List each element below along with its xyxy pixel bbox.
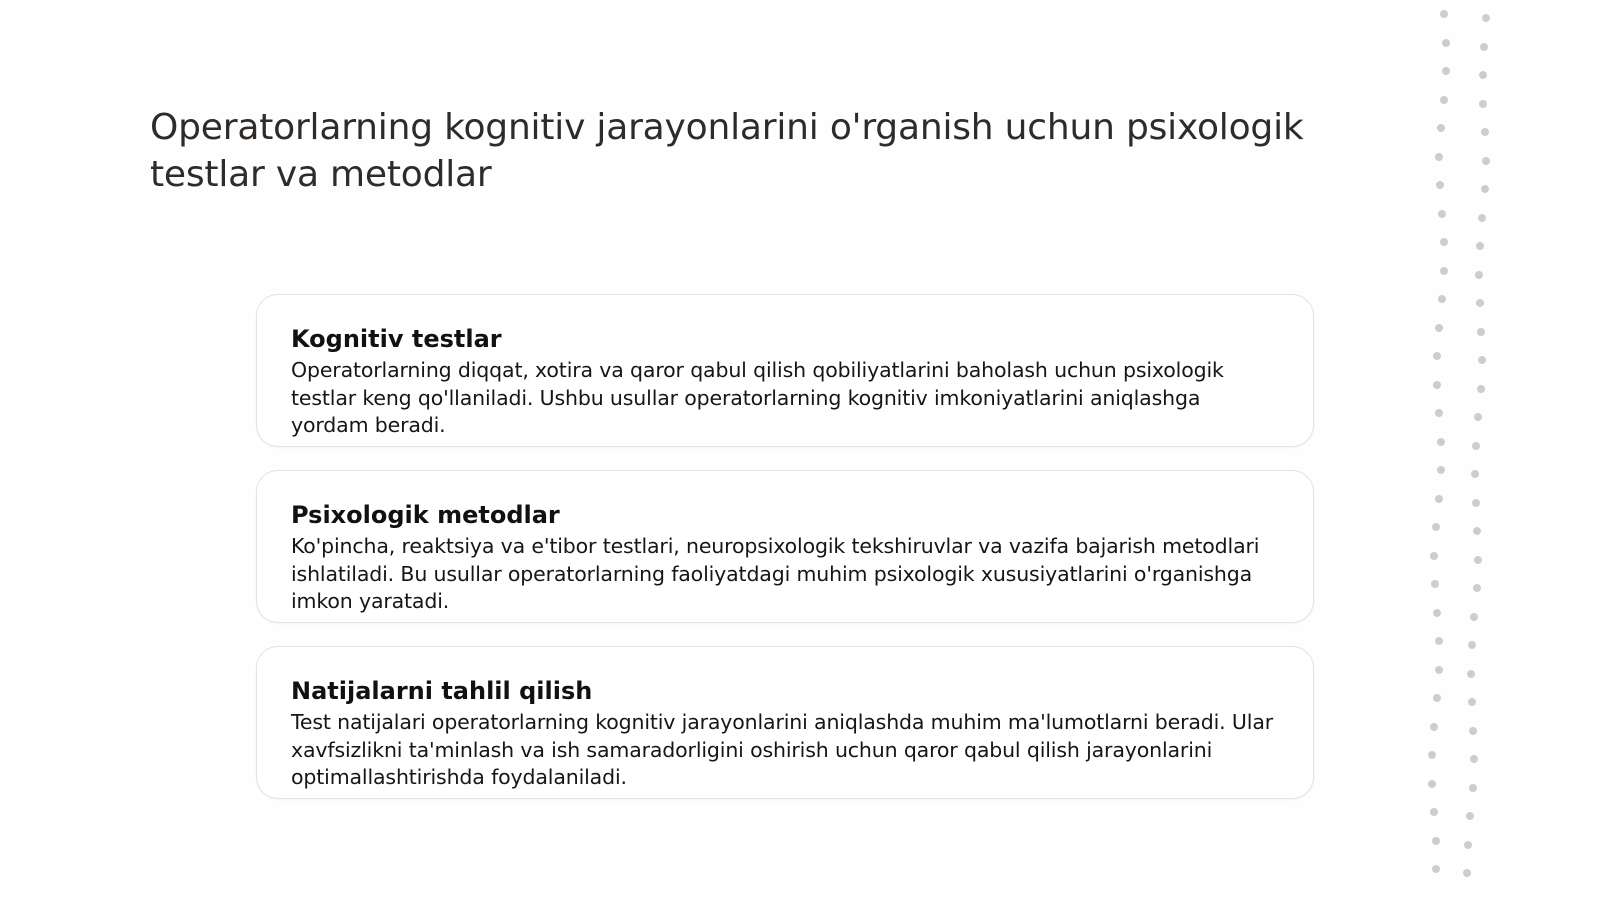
decorative-dot: [1432, 865, 1440, 873]
card-text: Test natijalari operatorlarning kognitiv jarayonlarini aniqlashda muhim ma'lumotlarni beradi. Ular xavfsizlikni ta'minlash va ish samaradorligini oshirish uchun qaror qabul qilish jarayonlarini optimallashtirishda foydalaniladi.: [291, 710, 1274, 789]
decorative-dot: [1475, 271, 1483, 279]
decorative-dot: [1479, 100, 1487, 108]
decorative-dot: [1470, 613, 1478, 621]
slide-title: Operatorlarning kognitiv jarayonlarini o'rganish uchun psixologik testlar va metodlar: [150, 107, 1304, 195]
decorative-dot: [1435, 324, 1443, 332]
decorative-dot: [1469, 727, 1477, 735]
decorative-dot: [1473, 584, 1481, 592]
decorative-dot: [1477, 328, 1485, 336]
decorative-dot: [1472, 442, 1480, 450]
card-psixologik-metodlar: [256, 470, 1314, 623]
decorative-dot: [1442, 39, 1450, 47]
decorative-dot: [1440, 267, 1448, 275]
decorative-dot: [1438, 210, 1446, 218]
decorative-dot: [1476, 299, 1484, 307]
decorative-dot: [1480, 43, 1488, 51]
decorative-dot: [1466, 812, 1474, 820]
card-natijalarni-tahlil: [256, 646, 1314, 799]
decorative-dot: [1432, 837, 1440, 845]
card-list: [256, 294, 1314, 822]
card-text: Operatorlarning diqqat, xotira va qaror qabul qilish qobiliyatlarini baholash uchun psixologik testlar keng qo'llaniladi. Ushbu usullar operatorlarning kognitiv imkoniyatlarini aniqlashga yordam beradi.: [291, 358, 1224, 437]
decorative-dot: [1428, 751, 1436, 759]
decorative-dot: [1474, 413, 1482, 421]
decorative-dot: [1467, 670, 1475, 678]
decorative-dot: [1435, 495, 1443, 503]
decorative-dot: [1431, 580, 1439, 588]
decorative-dot: [1437, 124, 1445, 132]
decorative-dot: [1440, 238, 1448, 246]
decorative-dot: [1430, 808, 1438, 816]
decorative-dot: [1430, 552, 1438, 560]
decorative-dot: [1435, 153, 1443, 161]
decorative-dot: [1433, 381, 1441, 389]
decorative-dot: [1479, 71, 1487, 79]
decorative-dot-pattern: [1420, 0, 1510, 899]
decorative-dot: [1428, 780, 1436, 788]
card-heading: Psixologik metodlar: [291, 501, 560, 529]
decorative-dot: [1435, 637, 1443, 645]
decorative-dot: [1442, 67, 1450, 75]
decorative-dot: [1481, 185, 1489, 193]
decorative-dot: [1433, 694, 1441, 702]
decorative-dot: [1481, 128, 1489, 136]
card-heading: Kognitiv testlar: [291, 325, 502, 353]
decorative-dot: [1435, 666, 1443, 674]
decorative-dot: [1435, 409, 1443, 417]
decorative-dot: [1433, 352, 1441, 360]
decorative-dot: [1478, 214, 1486, 222]
decorative-dot: [1468, 641, 1476, 649]
decorative-dot: [1430, 723, 1438, 731]
decorative-dot: [1470, 755, 1478, 763]
decorative-dot: [1440, 10, 1448, 18]
decorative-dot: [1437, 466, 1445, 474]
decorative-dot: [1477, 385, 1485, 393]
decorative-dot: [1432, 523, 1440, 531]
decorative-dot: [1468, 698, 1476, 706]
decorative-dot: [1478, 356, 1486, 364]
card-kognitiv-testlar: [256, 294, 1314, 447]
decorative-dot: [1472, 499, 1480, 507]
decorative-dot: [1482, 157, 1490, 165]
decorative-dot: [1440, 96, 1448, 104]
decorative-dot: [1482, 14, 1490, 22]
decorative-dot: [1474, 556, 1482, 564]
decorative-dot: [1476, 242, 1484, 250]
decorative-dot: [1464, 841, 1472, 849]
card-text: Ko'pincha, reaktsiya va e'tibor testlari, neuropsixologik tekshiruvlar va vazifa bajarish metodlari ishlatiladi. Bu usullar operatorlarning faoliyatdagi muhim psixologik xususiyatlarini o'rganishga imkon yaratadi.: [291, 534, 1260, 613]
decorative-dot: [1463, 869, 1471, 877]
decorative-dot: [1437, 438, 1445, 446]
card-heading: Natijalarni tahlil qilish: [291, 677, 593, 705]
decorative-dot: [1473, 527, 1481, 535]
decorative-dot: [1438, 295, 1446, 303]
decorative-dot: [1469, 784, 1477, 792]
decorative-dot: [1436, 181, 1444, 189]
decorative-dot: [1471, 470, 1479, 478]
decorative-dot: [1433, 609, 1441, 617]
